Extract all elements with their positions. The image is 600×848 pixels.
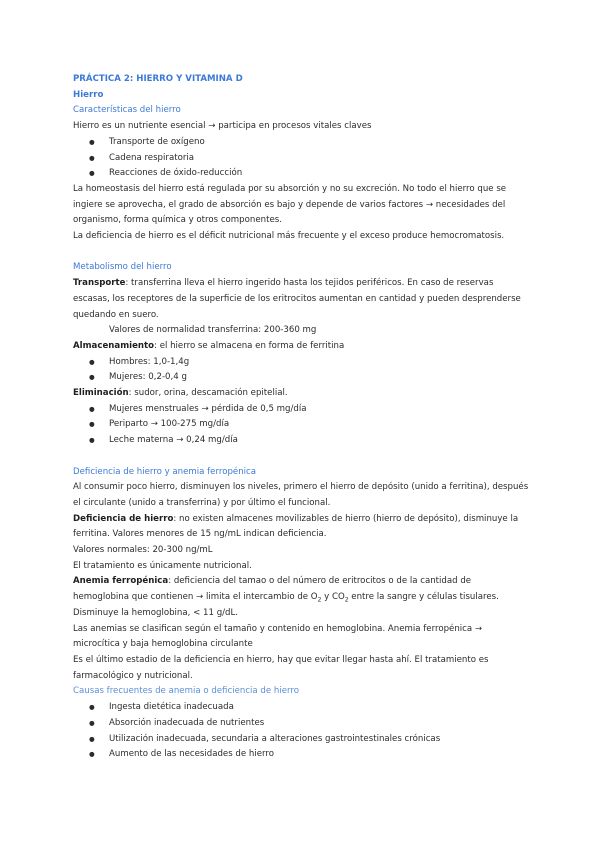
list-item: ● Leche materna → 0,24 mg/día [73, 433, 529, 449]
heading-caracteristicas: Características del hierro [73, 105, 181, 116]
list-item: ● Ingesta dietética inadecuada [73, 700, 529, 716]
list-item: ● Cadena respiratoria [73, 151, 529, 167]
heading-causas: Causas frecuentes de anemia o deficiencia de hierro [73, 686, 300, 697]
section-title-hierro: Hierro [73, 89, 104, 100]
heading-metabolismo: Metabolismo del hierro [73, 262, 172, 273]
list-item: ● Hombres: 1,0-1,4g [73, 355, 529, 371]
document-title: PRÁCTICA 2: HIERRO Y VITAMINA D [73, 74, 243, 84]
paragraph: Valores normales: 20-300 ng/mL [73, 545, 213, 556]
document-content [73, 72, 529, 763]
list-functions [73, 135, 529, 182]
paragraph-almacenamiento: Almacenamiento: el hierro se almacena en forma de ferritina [73, 340, 345, 351]
heading-deficiencia: Deficiencia de hierro y anemia ferropénica [73, 466, 257, 477]
paragraph-deficiencia: Deficiencia de hierro: no existen almacenes movilizables de hierro (hierro de depósito), disminuye la ferritina. Valores menores de 15 ng/mL indican deficiencia. [73, 513, 519, 540]
list-item: ● Aumento de las necesidades de hierro [73, 747, 529, 763]
term-deficiencia: Deficiencia de hierro [73, 513, 174, 524]
list-item: ● Mujeres: 0,2-0,4 g [73, 370, 529, 386]
list-causes [73, 700, 529, 763]
paragraph-transporte: Transporte: transferrina lleva el hierro ingerido hasta los tejidos periféricos. En caso de reservas escasas, los receptores de la superficie de los eritrocitos aumentan en cantidad y pueden desprenderse quedando en suero. [73, 278, 521, 320]
list-item: ● Mujeres menstruales → pérdida de 0,5 mg/día [73, 402, 529, 418]
paragraph: La homeostasis del hierro está regulada por su absorción y no su excreción. No todo el hierro que se ingiere se aprovecha, el grado de absorción es bajo y depende de varios factores → necesidades del organismo, forma química y otros componentes. [73, 183, 507, 226]
list-item: ● Absorción inadecuada de nutrientes [73, 716, 529, 732]
list-item: ● Reacciones de óxido-reducción [73, 166, 529, 182]
paragraph: Al consumir poco hierro, disminuyen los niveles, primero el hierro de depósito (unido a ferritina), después el circulante (unido a transferrina) y por último el funcional. [73, 482, 529, 508]
paragraph: Las anemias se clasifican según el tamaño y contenido en hemoglobina. Anemia ferropénica → microcítica y baja hemoglobina circulante [73, 623, 483, 650]
term-almacenamiento: Almacenamiento [73, 340, 155, 351]
list-item: ● Transporte de oxígeno [73, 135, 529, 151]
list-item: ● Periparto → 100-275 mg/día [73, 417, 529, 433]
paragraph-anemia: Anemia ferropénica: deficiencia del tamao o del número de eritrocitos o de la cantidad de hemoglobina que contienen → limita el intercambio de $O_2$ y $CO_2$ entre la sangre y células tisulares. Disminuye la hemoglobina, < 11 g/dL. [73, 576, 499, 618]
transferrin-values: Valores de normalidad transferrina: 200-360 mg [109, 325, 317, 336]
paragraph: El tratamiento es únicamente nutricional. [73, 560, 252, 571]
term-anemia: Anemia ferropénica [73, 576, 169, 587]
list-elimination [73, 402, 529, 449]
paragraph: La deficiencia de hierro es el déficit nutricional más frecuente y el exceso produce hemocromatosis. [73, 231, 505, 242]
term-transporte: Transporte [73, 278, 126, 289]
paragraph: Es el último estadio de la deficiencia en hierro, hay que evitar llegar hasta ahí. El tratamiento es farmacológico y nutricional. [73, 654, 489, 681]
term-eliminacion: Eliminación [73, 388, 129, 399]
list-item: ● Utilización inadecuada, secundaria a alteraciones gastrointestinales crónicas [73, 732, 529, 748]
paragraph: Hierro es un nutriente esencial → participa en procesos vitales claves [73, 121, 372, 132]
list-storage [73, 355, 529, 386]
paragraph-eliminacion: Eliminación: sudor, orina, descamación epitelial. [73, 388, 288, 399]
